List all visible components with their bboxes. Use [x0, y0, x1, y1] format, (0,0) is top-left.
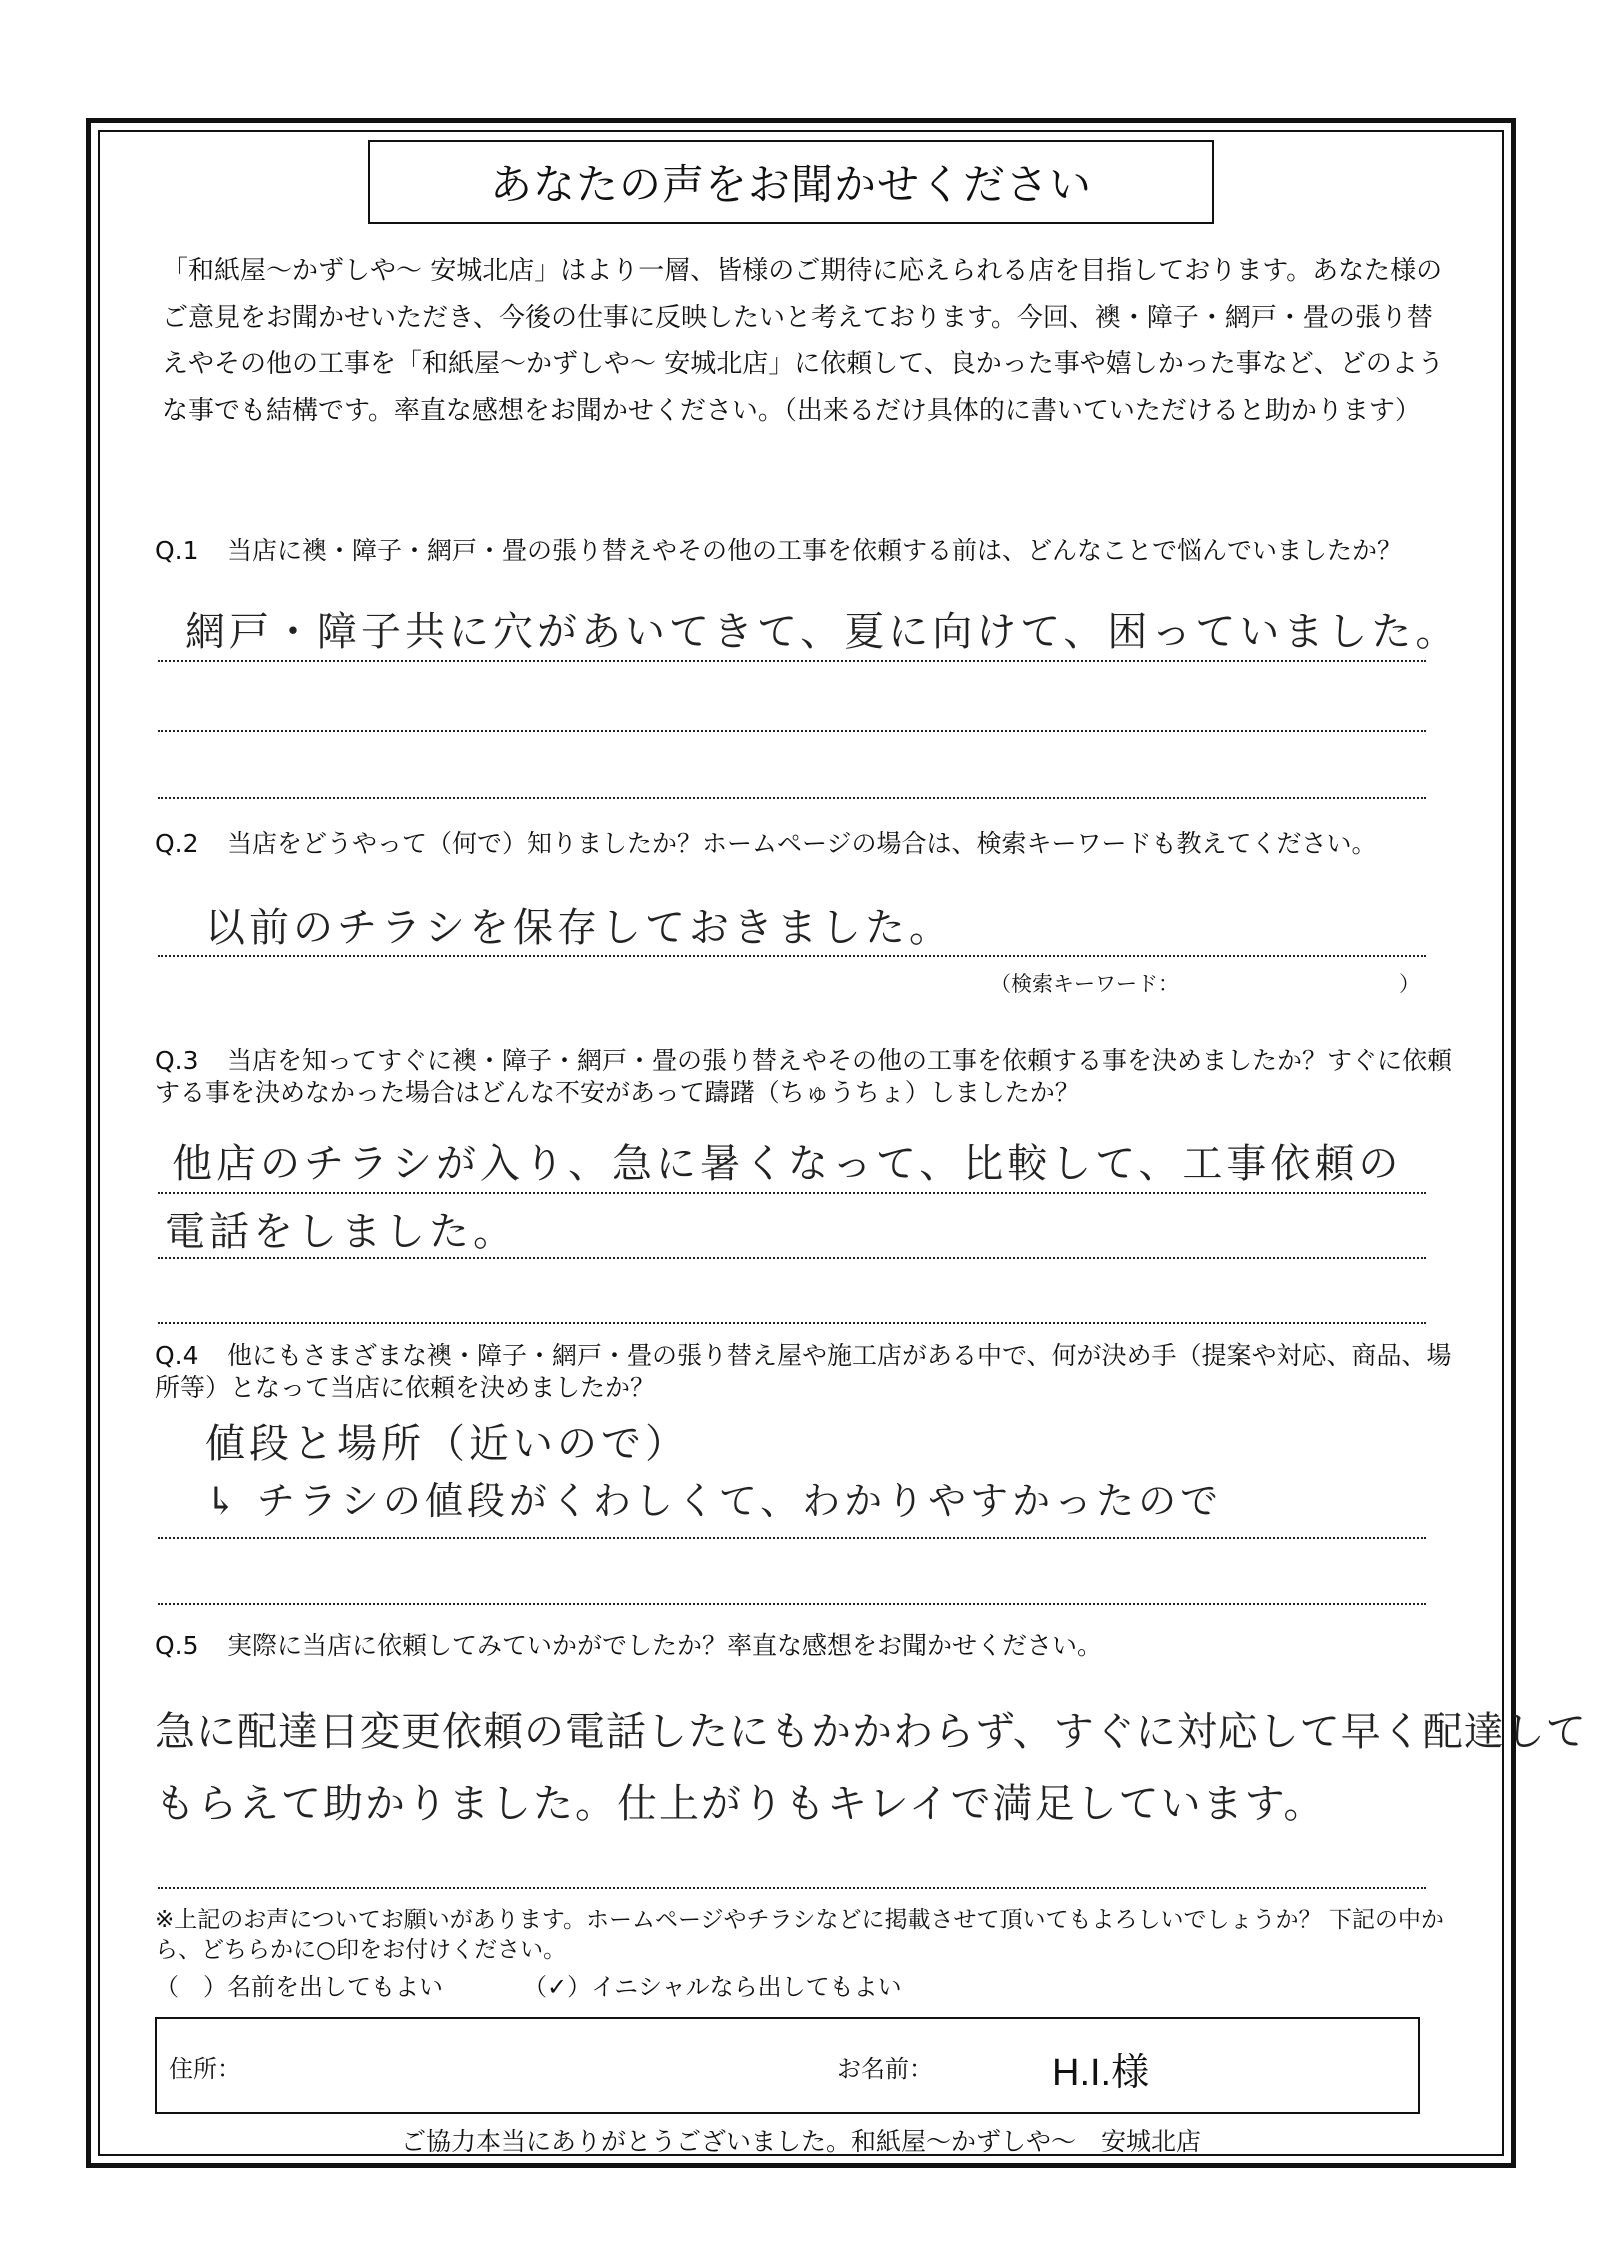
question-1-number: Q.1	[155, 536, 199, 565]
option-name-ok-label: 名前を出してもよい	[227, 1973, 443, 2001]
question-3-text: 当店を知ってすぐに襖・障子・網戸・畳の張り替えやその他の工事を依頼する事を決めましたか？すぐに依頼する事を決めなかった場合はどんな不安があって躊躇（ちゅうちょ）しましたか？	[155, 1046, 1453, 1107]
question-5-text: 実際に当店に依頼してみていかがでしたか？率直な感想をお聞かせください。	[227, 1631, 1103, 1660]
question-4-number: Q.4	[155, 1341, 199, 1370]
answer-5-line-2: もらえて助かりました。仕上がりもキレイで満足しています。	[155, 1781, 1326, 1827]
option-name-ok-checkbox: （ ）	[155, 1973, 227, 2001]
answer-line	[158, 1603, 1426, 1605]
question-5	[155, 1630, 1455, 1662]
search-keyword-label: （検索キーワード：	[990, 972, 1179, 996]
question-1	[155, 535, 1455, 567]
answer-line	[158, 955, 1426, 957]
answer-line	[158, 1537, 1426, 1539]
option-initials-ok[interactable]	[523, 1967, 902, 2002]
answer-line	[158, 797, 1426, 799]
question-5-number: Q.5	[155, 1631, 199, 1660]
page-title: あなたの声をお聞かせください	[368, 140, 1214, 224]
consent-options	[155, 1967, 1465, 2002]
question-2-number: Q.2	[155, 829, 199, 858]
question-4-text: 他にもさまざまな襖・障子・網戸・畳の張り替え屋や施工店がある中で、何が決め手（提案や対応、商品、場所等）となって当店に依頼を決めましたか？	[155, 1341, 1452, 1402]
answer-1-line-1: 網戸・障子共に穴があいてきて、夏に向けて、困っていました。	[185, 609, 1460, 655]
question-1-text: 当店に襖・障子・網戸・畳の張り替えやその他の工事を依頼する前は、どんなことで悩んでいましたか？	[227, 536, 1403, 565]
answer-line	[158, 1257, 1426, 1259]
answer-line	[158, 730, 1426, 732]
search-keyword-field	[990, 968, 1420, 998]
name-label: お名前：	[837, 2055, 933, 2083]
contact-box	[155, 2017, 1420, 2114]
question-4	[155, 1340, 1455, 1404]
option-initials-ok-checkbox: （✓）	[523, 1973, 592, 2001]
name-value: H.I.様	[1052, 2052, 1150, 2094]
answer-line	[158, 1192, 1426, 1194]
answer-line	[158, 660, 1426, 662]
question-2	[155, 828, 1455, 860]
answer-3-line-2: 電話をしました。	[165, 1209, 517, 1255]
option-initials-ok-label: イニシャルなら出してもよい	[591, 1973, 902, 2001]
answer-5-line-1: 急に配達日変更依頼の電話したにもかかわらず、すぐに対応して早く配達して	[155, 1709, 1587, 1755]
answer-4-line-2: ↳ チラシの値段がくわしくて、わかりやすかったので	[205, 1479, 1223, 1523]
answer-4-line-1: 値段と場所（近いので）	[205, 1421, 689, 1467]
option-name-ok[interactable]	[155, 1967, 443, 2002]
question-3-number: Q.3	[155, 1046, 199, 1075]
address-label: 住所：	[169, 2055, 241, 2083]
answer-line	[158, 1887, 1426, 1889]
thanks-footer: ご協力本当にありがとうございました。和紙屋～かずしや～ 安城北店	[400, 2127, 1201, 2156]
intro-paragraph: 「和紙屋～かずしや～ 安城北店」はより一層、皆様のご期待に応えられる店を目指しております。あなた様のご意見をお聞かせいただき、今後の仕事に反映したいと考えております。今回、襖・障子・網戸・畳の張り替えやその他の工事を「和紙屋～かずしや～ 安城北店」に依頼して、良かった事や嬉しかった事など、どのような事でも結構です。率直な感想をお聞かせください。（出来るだけ具体的に書いていただけると助かります）	[162, 256, 1444, 426]
search-keyword-close: ）	[1399, 972, 1420, 996]
question-3	[155, 1045, 1455, 1109]
question-2-text: 当店をどうやって（何で）知りましたか？ホームページの場合は、検索キーワードも教えてください。	[227, 829, 1377, 858]
answer-3-line-1: 他店のチラシが入り、急に暑くなって、比較して、工事依頼の	[172, 1141, 1403, 1187]
publication-consent-note: ※上記のお声についてお願いがあります。ホームページやチラシなどに掲載させて頂いてもよろしいでしょうか？ 下記の中から、どちらかに○印をお付けください。	[155, 1907, 1444, 1963]
answer-2-line-1: 以前のチラシを保存しておきました。	[205, 905, 953, 951]
answer-line	[158, 1322, 1426, 1324]
